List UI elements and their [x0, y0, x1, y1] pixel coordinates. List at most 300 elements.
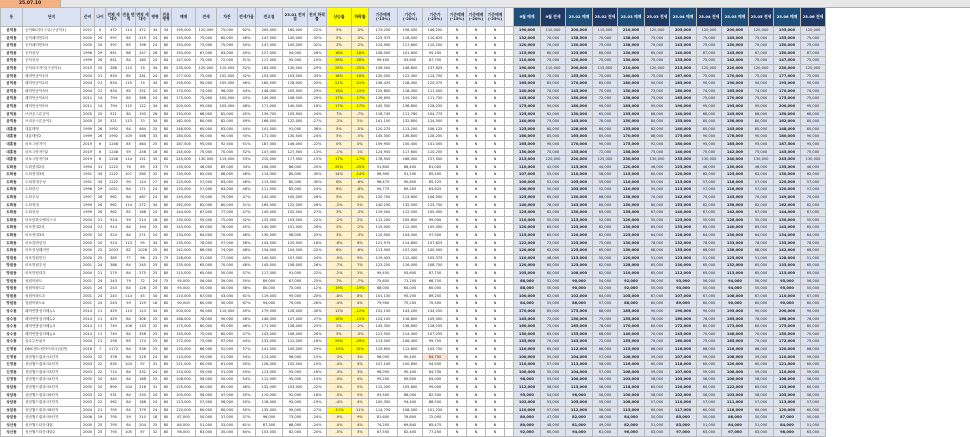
table-cell[interactable]: 108,750 — [423, 262, 448, 270]
table-cell[interactable]: -22% — [308, 216, 327, 224]
table-cell[interactable]: 6 — [95, 148, 106, 156]
table-cell[interactable]: 57,000 — [749, 186, 774, 194]
table-cell[interactable]: 124,100 — [369, 315, 398, 323]
table-cell[interactable]: -3% — [352, 232, 369, 240]
table-cell[interactable]: 85 — [122, 72, 136, 80]
table-cell[interactable]: 1222 — [106, 178, 122, 186]
table-cell[interactable]: 105 — [122, 429, 136, 437]
table-cell[interactable]: 상암월드컵파크8단지 — [23, 406, 81, 414]
table-cell[interactable]: 34 — [150, 156, 161, 164]
table-cell[interactable]: 상암월드컵파크7단지 — [23, 399, 81, 407]
table-cell[interactable]: 104,000 — [398, 232, 423, 240]
table-cell[interactable]: 2003 — [106, 247, 122, 255]
table-cell[interactable]: 60,000 — [645, 361, 670, 369]
table-cell[interactable]: 110,000 — [217, 64, 238, 72]
table-cell[interactable]: 50% — [238, 399, 256, 407]
table-cell[interactable]: -30% — [308, 307, 327, 315]
table-cell[interactable]: 80 — [161, 110, 172, 118]
table-cell[interactable]: 56,000 — [217, 399, 238, 407]
table-cell[interactable]: 80 — [161, 140, 172, 148]
table-cell[interactable]: 32 — [150, 429, 161, 437]
table-cell[interactable]: 107 — [122, 171, 136, 179]
table-cell[interactable]: 64,000 — [801, 232, 826, 240]
table-cell[interactable]: 62,000 — [541, 209, 566, 217]
table-cell[interactable]: 75,000 — [196, 57, 217, 65]
table-cell[interactable]: 51% — [238, 140, 256, 148]
table-cell[interactable]: -15% — [308, 353, 327, 361]
table-cell[interactable] — [505, 429, 514, 437]
table-cell[interactable]: 50% — [238, 42, 256, 50]
table-cell[interactable]: 44% — [238, 87, 256, 95]
table-cell[interactable]: 85 — [122, 209, 136, 217]
column-header[interactable]: 9월 매매 — [514, 8, 541, 27]
table-cell[interactable]: 75,000 — [645, 72, 670, 80]
table-cell[interactable]: 126,000 — [256, 361, 283, 369]
table-cell[interactable]: 195,000 — [722, 102, 749, 110]
table-cell[interactable]: 1999 — [81, 201, 95, 209]
table-cell[interactable]: 50,000 — [217, 376, 238, 384]
table-cell[interactable]: 96,000 — [283, 353, 308, 361]
table-cell[interactable]: 74,000 — [196, 87, 217, 95]
table-cell[interactable]: 48% — [238, 232, 256, 240]
table-cell[interactable]: 76,800 — [398, 414, 423, 422]
table-cell[interactable]: 141,100 — [369, 118, 398, 126]
table-cell[interactable]: N — [448, 118, 467, 126]
table-cell[interactable]: -4% — [327, 361, 352, 369]
table-cell[interactable]: 34 — [150, 64, 161, 72]
table-cell[interactable]: 59,000 — [749, 353, 774, 361]
table-cell[interactable]: 118,000 — [670, 361, 697, 369]
table-cell[interactable]: -15% — [352, 87, 369, 95]
table-cell[interactable]: N — [486, 270, 505, 278]
table-cell[interactable]: 95,000 — [801, 140, 826, 148]
table-cell[interactable]: 105,000 — [514, 270, 541, 278]
table-cell[interactable]: 562 — [106, 399, 122, 407]
table-cell[interactable]: 82,500 — [423, 391, 448, 399]
table-cell[interactable]: 94,500 — [423, 361, 448, 369]
table-cell[interactable]: 80 — [161, 270, 172, 278]
table-cell[interactable]: 6 — [95, 140, 106, 148]
table-cell[interactable]: 132,000 — [722, 262, 749, 270]
table-cell[interactable] — [505, 194, 514, 202]
table-cell[interactable]: 109 — [122, 133, 136, 141]
table-cell[interactable]: 90,000 — [593, 102, 618, 110]
table-cell[interactable]: 177,500 — [283, 156, 308, 164]
table-cell[interactable]: 105,000 — [172, 391, 196, 399]
table-cell[interactable]: -2% — [352, 42, 369, 50]
table-cell[interactable]: 신정동 — [1, 361, 23, 369]
table-cell[interactable]: 1172 — [106, 345, 122, 353]
table-cell[interactable]: 70,000 — [801, 194, 826, 202]
table-cell[interactable] — [505, 399, 514, 407]
table-cell[interactable]: 114,400 — [398, 330, 423, 338]
table-cell[interactable]: 68,000 — [697, 345, 722, 353]
table-cell[interactable]: 165,000 — [256, 201, 283, 209]
table-cell[interactable]: 60,000 — [196, 300, 217, 308]
table-cell[interactable]: 50,000 — [749, 414, 774, 422]
table-cell[interactable]: 130,000 — [697, 156, 722, 164]
table-cell[interactable]: 113,600 — [398, 194, 423, 202]
table-cell[interactable]: 70,000 — [749, 330, 774, 338]
table-cell[interactable]: 75,000 — [196, 34, 217, 42]
table-cell[interactable]: 109,500 — [423, 315, 448, 323]
table-cell[interactable]: 42% — [238, 72, 256, 80]
table-cell[interactable]: 2003 — [81, 361, 95, 369]
table-cell[interactable]: 168,000 — [398, 156, 423, 164]
column-header[interactable]: 기준매매 (-25%) — [486, 8, 505, 27]
table-cell[interactable]: 55,000 — [541, 368, 566, 376]
table-cell[interactable]: 22 — [95, 399, 106, 407]
table-cell[interactable]: 24 — [150, 194, 161, 202]
table-cell[interactable]: 78,000 — [645, 239, 670, 247]
table-cell[interactable]: 24 — [150, 353, 161, 361]
table-cell[interactable]: 84 — [122, 232, 136, 240]
table-cell[interactable]: N — [467, 300, 486, 308]
table-cell[interactable]: 21 — [95, 87, 106, 95]
table-cell[interactable]: N — [467, 247, 486, 255]
table-cell[interactable]: -18% — [308, 102, 327, 110]
table-cell[interactable]: 도화동 — [1, 216, 23, 224]
table-cell[interactable]: 85 — [122, 140, 136, 148]
table-cell[interactable]: 75 — [161, 254, 172, 262]
table-cell[interactable]: 75,000 — [697, 34, 722, 42]
table-cell[interactable]: 96,475 — [369, 178, 398, 186]
table-cell[interactable]: 103,000 — [283, 216, 308, 224]
table-cell[interactable]: 51,000 — [196, 421, 217, 429]
table-cell[interactable]: 125,000 — [514, 125, 541, 133]
table-cell[interactable]: 630 — [106, 361, 122, 369]
table-cell[interactable]: 149,000 — [256, 95, 283, 103]
table-cell[interactable]: 68,000 — [801, 247, 826, 255]
table-cell[interactable]: 129 — [136, 300, 150, 308]
table-cell[interactable]: 1992 — [106, 133, 122, 141]
table-cell[interactable]: 93,500 — [369, 391, 398, 399]
table-cell[interactable]: 54,000 — [541, 391, 566, 399]
table-cell[interactable]: 34 — [95, 171, 106, 179]
table-cell[interactable]: N — [448, 247, 467, 255]
table-cell[interactable]: -16% — [308, 239, 327, 247]
table-cell[interactable]: 58% — [238, 285, 256, 293]
table-cell[interactable]: 1997 — [81, 194, 95, 202]
table-cell[interactable]: 86,000 — [722, 414, 749, 422]
table-cell[interactable]: 도화동 — [1, 171, 23, 179]
table-cell[interactable]: 99,000 — [423, 383, 448, 391]
table-cell[interactable]: 55,000 — [645, 216, 670, 224]
table-cell[interactable]: 132,000 — [670, 239, 697, 247]
table-cell[interactable]: 34 — [150, 102, 161, 110]
table-cell[interactable]: 55,000 — [541, 300, 566, 308]
table-cell[interactable]: 432 — [136, 368, 150, 376]
table-cell[interactable]: 106,125 — [423, 125, 448, 133]
table-cell[interactable]: 31 — [150, 383, 161, 391]
table-cell[interactable]: N — [486, 406, 505, 414]
table-cell[interactable]: 49,000 — [593, 421, 618, 429]
table-cell[interactable]: 125,000 — [566, 247, 593, 255]
table-cell[interactable]: 118,000 — [722, 406, 749, 414]
table-cell[interactable]: 165,000 — [566, 133, 593, 141]
table-cell[interactable]: 104,000 — [283, 247, 308, 255]
table-cell[interactable]: 113,200 — [398, 125, 423, 133]
table-cell[interactable]: 60,000 — [801, 361, 826, 369]
table-cell[interactable]: N — [467, 429, 486, 437]
table-cell[interactable]: N — [448, 429, 467, 437]
table-cell[interactable]: 62,000 — [801, 171, 826, 179]
table-cell[interactable]: 80 — [161, 118, 172, 126]
table-cell[interactable]: 168,000 — [172, 315, 196, 323]
table-cell[interactable]: 49% — [238, 118, 256, 126]
table-cell[interactable]: 378 — [106, 353, 122, 361]
table-cell[interactable]: 145,000 — [566, 87, 593, 95]
table-cell[interactable]: 105,000 — [670, 376, 697, 384]
table-cell[interactable]: 2% — [327, 42, 352, 50]
table-cell[interactable]: 2005 — [81, 110, 95, 118]
table-cell[interactable]: 100,800 — [398, 361, 423, 369]
table-cell[interactable]: N — [448, 361, 467, 369]
table-cell[interactable]: 110,000 — [514, 216, 541, 224]
table-cell[interactable]: N — [467, 414, 486, 422]
table-cell[interactable]: 145,000 — [722, 110, 749, 118]
table-cell[interactable]: 962 — [106, 201, 122, 209]
table-cell[interactable]: 120,000 — [618, 216, 645, 224]
table-cell[interactable]: 180,000 — [618, 80, 645, 88]
table-cell[interactable]: N — [467, 262, 486, 270]
table-cell[interactable]: 89,000 — [256, 277, 283, 285]
table-cell[interactable]: 59 — [122, 300, 136, 308]
table-cell[interactable]: 78,000 — [749, 239, 774, 247]
table-cell[interactable]: 230,000 — [618, 156, 645, 164]
table-cell[interactable]: 1996 — [81, 186, 95, 194]
table-cell[interactable]: 91,800 — [369, 163, 398, 171]
table-cell[interactable]: 117,000 — [256, 270, 283, 278]
table-cell[interactable]: 75,000 — [645, 148, 670, 156]
table-cell[interactable]: -2% — [352, 323, 369, 331]
table-cell[interactable]: 135,000 — [618, 110, 645, 118]
table-cell[interactable]: 75,000 — [645, 57, 670, 65]
table-cell[interactable]: 65,000 — [645, 224, 670, 232]
table-cell[interactable]: 24 — [150, 186, 161, 194]
table-cell[interactable]: 57,000 — [196, 186, 217, 194]
column-header[interactable]: 25.03 전세 — [645, 8, 670, 27]
table-cell[interactable]: 155,000 — [774, 34, 801, 42]
table-cell[interactable]: 116,000 — [398, 262, 423, 270]
table-cell[interactable]: N — [486, 133, 505, 141]
table-cell[interactable]: 794 — [106, 102, 122, 110]
table-cell[interactable]: 150,000 — [722, 42, 749, 50]
table-cell[interactable]: 58,000 — [697, 391, 722, 399]
table-cell[interactable]: 108,000 — [722, 292, 749, 300]
table-cell[interactable]: 634 — [106, 87, 122, 95]
table-cell[interactable]: 165,000 — [514, 140, 541, 148]
table-cell[interactable]: 130,000 — [645, 156, 670, 164]
table-cell[interactable]: 1222 — [106, 171, 122, 179]
table-cell[interactable]: -3% — [352, 209, 369, 217]
table-cell[interactable]: 69 — [136, 163, 150, 171]
table-cell[interactable] — [505, 171, 514, 179]
table-cell[interactable]: 258 — [106, 338, 122, 346]
table-cell[interactable]: 243 — [106, 292, 122, 300]
table-cell[interactable]: 88,000 — [593, 307, 618, 315]
table-cell[interactable]: 110,000 — [172, 368, 196, 376]
column-header[interactable] — [505, 8, 514, 27]
table-cell[interactable]: 56,000 — [196, 277, 217, 285]
table-cell[interactable]: 150,000 — [172, 42, 196, 50]
table-cell[interactable]: 114 — [122, 292, 136, 300]
table-cell[interactable] — [505, 95, 514, 103]
table-cell[interactable]: 0% — [327, 140, 352, 148]
table-cell[interactable]: -22% — [308, 247, 327, 255]
table-cell[interactable]: 75,000 — [749, 57, 774, 65]
table-cell[interactable]: 66,000 — [593, 345, 618, 353]
table-cell[interactable]: -24% — [308, 421, 327, 429]
table-cell[interactable]: 84,000 — [423, 376, 448, 384]
table-cell[interactable]: 55,000 — [541, 171, 566, 179]
table-cell[interactable]: 도화동 — [1, 163, 23, 171]
table-cell[interactable]: 116,000 — [670, 345, 697, 353]
table-cell[interactable]: 1991 — [81, 171, 95, 179]
table-cell[interactable]: 140,000 — [256, 224, 283, 232]
table-cell[interactable]: 140,000 — [670, 49, 697, 57]
table-cell[interactable] — [505, 140, 514, 148]
table-cell[interactable]: 112,200 — [369, 383, 398, 391]
table-cell[interactable]: 2% — [352, 216, 369, 224]
table-cell[interactable]: 110,000 — [541, 64, 566, 72]
table-cell[interactable]: 95,000 — [749, 102, 774, 110]
table-cell[interactable]: 132,000 — [398, 201, 423, 209]
table-cell[interactable]: 142,000 — [774, 247, 801, 255]
table-cell[interactable]: 271 — [136, 232, 150, 240]
table-cell[interactable]: 47,000 — [217, 391, 238, 399]
table-cell[interactable]: 2014 — [81, 330, 95, 338]
table-cell[interactable]: 147,000 — [256, 148, 283, 156]
table-cell[interactable]: 90,000 — [749, 80, 774, 88]
table-cell[interactable]: 80 — [161, 391, 172, 399]
table-cell[interactable]: 130,000 — [618, 247, 645, 255]
table-cell[interactable]: 75,000 — [801, 338, 826, 346]
table-cell[interactable]: 78,000 — [645, 315, 670, 323]
table-cell[interactable]: 67,000 — [196, 49, 217, 57]
table-cell[interactable]: 125,000 — [670, 216, 697, 224]
table-cell[interactable]: 140,000 — [670, 148, 697, 156]
table-cell[interactable]: 146,800 — [398, 64, 423, 72]
table-cell[interactable]: 60,000 — [645, 171, 670, 179]
table-cell[interactable]: 77 — [122, 254, 136, 262]
table-cell[interactable]: 105,750 — [423, 345, 448, 353]
table-cell[interactable]: 24 — [95, 277, 106, 285]
table-cell[interactable]: 65,000 — [593, 110, 618, 118]
table-cell[interactable]: -22% — [308, 383, 327, 391]
table-cell[interactable]: 59,000 — [645, 368, 670, 376]
table-cell[interactable]: 795 — [106, 414, 122, 422]
table-cell[interactable]: 138,500 — [566, 34, 593, 42]
table-cell[interactable]: N — [486, 163, 505, 171]
table-cell[interactable]: 신정동 — [1, 368, 23, 376]
table-cell[interactable] — [505, 307, 514, 315]
table-cell[interactable]: 80,000 — [645, 323, 670, 331]
table-cell[interactable] — [505, 186, 514, 194]
table-cell[interactable]: 95,000 — [749, 140, 774, 148]
table-cell[interactable]: 125,000 — [514, 209, 541, 217]
table-cell[interactable]: 98 — [136, 254, 150, 262]
table-cell[interactable]: 상암월드컵파크3단지 — [23, 368, 81, 376]
table-cell[interactable]: 57,000 — [697, 186, 722, 194]
table-cell[interactable]: 145,350 — [369, 133, 398, 141]
table-cell[interactable]: 67,000 — [801, 209, 826, 217]
table-cell[interactable]: 80 — [161, 239, 172, 247]
table-cell[interactable]: 65,000 — [697, 224, 722, 232]
table-cell[interactable]: 80 — [161, 133, 172, 141]
table-cell[interactable]: 74,000 — [697, 87, 722, 95]
table-cell[interactable]: 145,000 — [670, 330, 697, 338]
table-cell[interactable]: 111,000 — [722, 399, 749, 407]
table-cell[interactable]: 68,000 — [645, 247, 670, 255]
table-cell[interactable]: 도화동 — [1, 247, 23, 255]
table-cell[interactable]: 90,400 — [398, 368, 423, 376]
table-cell[interactable]: N — [486, 102, 505, 110]
table-cell[interactable]: 22 — [95, 391, 106, 399]
table-cell[interactable]: 89,600 — [398, 376, 423, 384]
table-cell[interactable]: 120,000 — [566, 57, 593, 65]
table-cell[interactable]: 55,000 — [645, 186, 670, 194]
table-cell[interactable]: 138,000 — [618, 148, 645, 156]
table-cell[interactable]: 52,000 — [593, 216, 618, 224]
table-cell[interactable]: -15% — [352, 315, 369, 323]
table-cell[interactable]: 58,000 — [593, 171, 618, 179]
table-cell[interactable]: 마포그랑자이2 — [23, 148, 81, 156]
table-cell[interactable]: 122,000 — [514, 239, 541, 247]
table-cell[interactable]: 77,000 — [217, 254, 238, 262]
table-cell[interactable] — [505, 118, 514, 126]
table-cell[interactable]: 97 — [136, 361, 150, 369]
table-cell[interactable]: -5% — [352, 125, 369, 133]
table-cell[interactable]: 46% — [238, 323, 256, 331]
table-cell[interactable]: -19% — [308, 57, 327, 65]
table-cell[interactable]: 100,000 — [283, 34, 308, 42]
table-cell[interactable]: -8% — [327, 292, 352, 300]
table-cell[interactable]: 68,000 — [697, 247, 722, 255]
table-cell[interactable]: 51,000 — [196, 254, 217, 262]
table-cell[interactable]: 86,400 — [398, 163, 423, 171]
table-cell[interactable]: 110,000 — [774, 292, 801, 300]
table-cell[interactable]: 90,000 — [541, 140, 566, 148]
table-cell[interactable]: 공덕동 — [1, 34, 23, 42]
table-cell[interactable]: N — [448, 277, 467, 285]
table-cell[interactable]: 2015 — [81, 64, 95, 72]
table-cell[interactable]: 88,500 — [423, 399, 448, 407]
table-cell[interactable]: 112,000 — [670, 270, 697, 278]
table-cell[interactable]: 21 — [95, 216, 106, 224]
table-cell[interactable]: 135,000 — [514, 338, 541, 346]
table-cell[interactable]: 66,000 — [283, 421, 308, 429]
table-cell[interactable]: 61% — [238, 292, 256, 300]
table-cell[interactable]: N — [486, 429, 505, 437]
table-cell[interactable]: 상암월드컵파크5단지 — [23, 383, 81, 391]
table-cell[interactable]: 공덕동 — [1, 118, 23, 126]
table-cell[interactable]: 180,000 — [670, 140, 697, 148]
table-cell[interactable]: 25 — [95, 247, 106, 255]
table-cell[interactable]: 84 — [122, 262, 136, 270]
table-cell[interactable]: 275 — [136, 270, 150, 278]
table-cell[interactable]: 145,000 — [566, 201, 593, 209]
table-cell[interactable]: 20 — [95, 376, 106, 384]
table-cell[interactable]: 34% — [238, 163, 256, 171]
table-cell[interactable]: 75,000 — [697, 95, 722, 103]
table-cell[interactable]: 44,000 — [593, 163, 618, 171]
table-cell[interactable]: 133 — [136, 323, 150, 331]
table-cell[interactable]: 472 — [136, 27, 150, 35]
table-cell[interactable]: 110,500 — [369, 232, 398, 240]
table-cell[interactable]: 70,000 — [697, 194, 722, 202]
column-header[interactable]: 전세가율 — [238, 8, 256, 27]
